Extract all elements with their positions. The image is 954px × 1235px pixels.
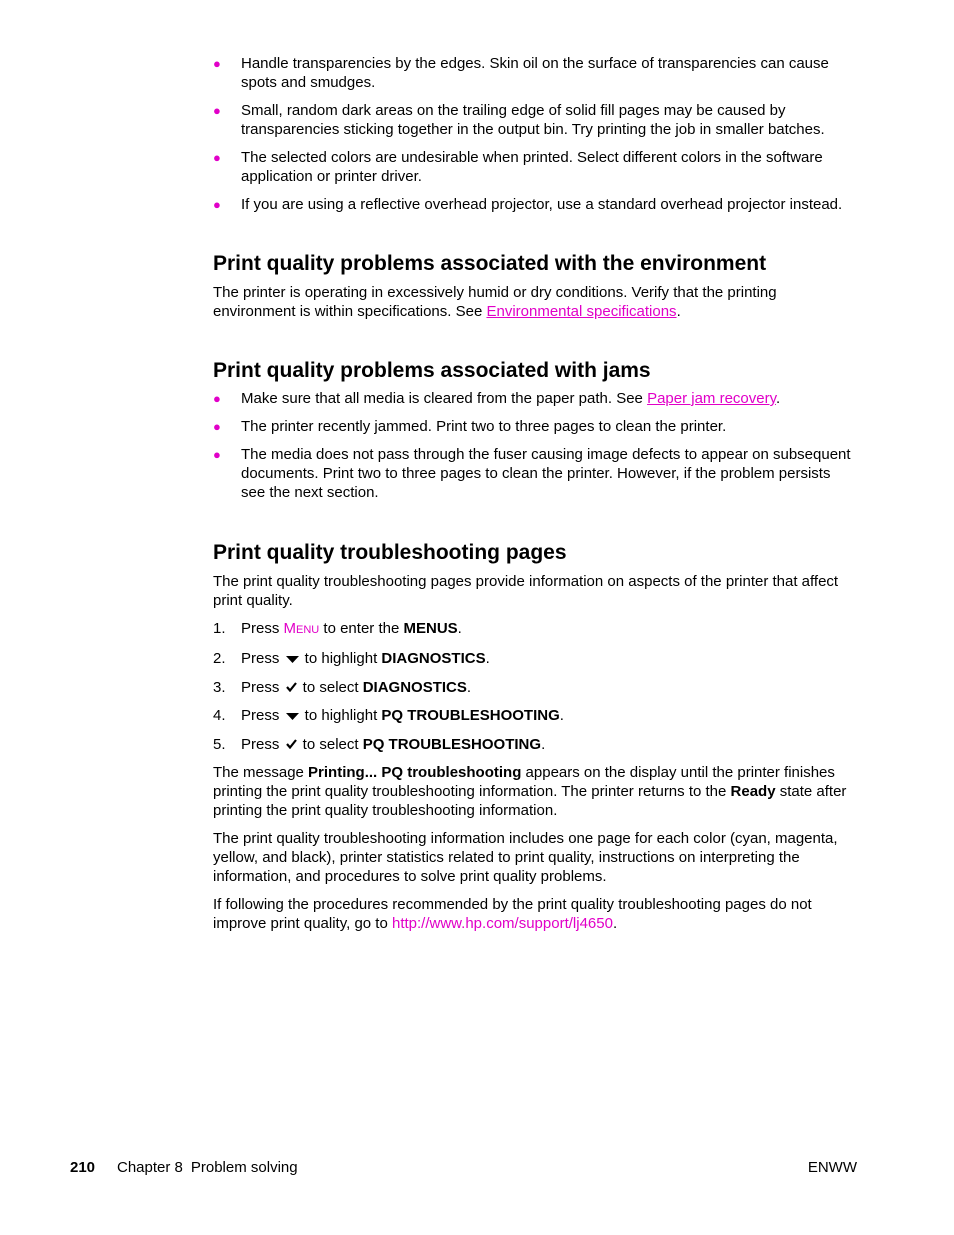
support-paragraph — [213, 895, 857, 933]
step-text: Press — [241, 678, 284, 696]
paragraph-text: state after printing the print quality troubleshooting information. — [213, 783, 847, 820]
step-text: Press — [241, 620, 284, 637]
list-item — [213, 389, 857, 408]
paragraph-text: appears on the display until the printer finishes printing the print quality troubleshooting information. The printer returns to the — [213, 764, 835, 801]
period: . — [559, 707, 564, 725]
step-text: Press — [241, 735, 284, 753]
step-text: to enter the — [319, 620, 404, 637]
step-number: 5. — [213, 735, 226, 753]
period: . — [466, 678, 472, 696]
list-item-text: The media does not pass through the fuser causing image defects to appear on subsequent documents. Print two to three pages to clean the printer. However, if the problem persists see the next section. — [241, 446, 851, 501]
list-item — [213, 101, 857, 139]
environment-text: The printer is operating in excessively humid or dry conditions. Verify that the printing environment is within specifications. See — [213, 284, 777, 320]
step-target: DIAGNOSTICS — [381, 650, 486, 667]
step-item — [213, 706, 857, 726]
page-content — [213, 54, 857, 942]
list-item-text: The printer recently jammed. Print two to three pages to clean the printer. — [241, 418, 727, 435]
environment-paragraph — [213, 283, 857, 321]
troubleshooting-pages-heading: Print quality troubleshooting pages — [213, 541, 567, 564]
list-item-text: If you are using a reflective overhead projector, use a standard overhead projector instead. — [241, 196, 843, 213]
jams-heading: Print quality problems associated with jams — [213, 359, 651, 382]
step-target: PQ TROUBLESHOOTING — [381, 707, 560, 725]
bullet-icon: ● — [213, 419, 221, 434]
bullet-icon: ● — [213, 447, 221, 462]
step-text: to highlight — [300, 707, 382, 725]
step-text: Press — [241, 650, 284, 667]
list-item-text: Make sure that all media is cleared from the paper path. See — [241, 390, 648, 407]
step-number: 4. — [213, 707, 226, 725]
page-footer — [70, 1158, 857, 1178]
step-text: to highlight — [300, 650, 382, 667]
step-text: to select — [298, 735, 363, 753]
step-item — [213, 678, 857, 698]
step-item — [213, 735, 857, 755]
period: . — [612, 915, 618, 933]
list-item — [213, 54, 857, 92]
chapter-number: Chapter 8 — [117, 1159, 183, 1176]
step-text: to select — [298, 678, 363, 696]
environment-heading: Print quality problems associated with the environment — [213, 252, 767, 275]
footer-enww: ENWW — [807, 1159, 857, 1176]
down-arrow-icon — [286, 707, 299, 726]
period: . — [485, 650, 490, 667]
step-number: 2. — [213, 650, 226, 667]
ready-state: Ready — [730, 783, 776, 801]
down-arrow-icon — [286, 650, 299, 669]
list-item-text: Handle transparencies by the edges. Skin oil on the surface of transparencies can cause spots and smudges. — [241, 55, 829, 91]
steps-list — [213, 619, 857, 754]
menu-key-label — [284, 620, 320, 637]
list-item — [213, 148, 857, 186]
step-number: 1. — [213, 620, 226, 637]
chapter-label — [117, 1158, 298, 1177]
bullet-icon: ● — [213, 150, 221, 165]
menu-key-rest: ENU — [296, 624, 320, 636]
environmental-specifications-link[interactable]: Environmental specifications — [486, 303, 677, 320]
period: . — [776, 390, 781, 407]
list-item-text: Small, random dark areas on the trailing edge of solid fill pages may be caused by transparencies sticking together in the output bin. Try printing the job in smaller batches. — [241, 102, 825, 138]
step-number: 3. — [213, 678, 226, 696]
chapter-title: Problem solving — [190, 1159, 298, 1176]
hp-support-link[interactable]: http://www.hp.com/support/lj4650 — [391, 915, 613, 933]
period: . — [676, 303, 681, 320]
step-text: Press — [241, 707, 284, 725]
menu-key-first: M — [283, 620, 297, 637]
period: . — [541, 735, 546, 753]
list-item — [213, 195, 857, 214]
bullet-icon: ● — [213, 103, 221, 118]
period: . — [457, 620, 462, 637]
printing-message-paragraph — [213, 763, 857, 820]
troubleshooting-info-paragraph: The print quality troubleshooting information includes one page for each color (cyan, magenta, yellow, and black), printer statistics related to print quality, instructions on interpreting the information, and procedures to solve print quality problems. — [213, 830, 838, 886]
step-item — [213, 649, 857, 669]
paper-jam-recovery-link[interactable]: Paper jam recovery — [647, 390, 776, 407]
jams-list — [213, 389, 857, 502]
step-item — [213, 619, 857, 640]
step-target: PQ TROUBLESHOOTING — [362, 735, 542, 753]
bullet-icon: ● — [213, 56, 221, 71]
step-target: MENUS — [403, 620, 458, 637]
troubleshooting-intro: The print quality troubleshooting pages provide information on aspects of the printer that affect print quality. — [213, 573, 839, 609]
list-item-text: The selected colors are undesirable when printed. Select different colors in the software application or printer driver. — [241, 149, 823, 185]
paragraph-text: The message — [213, 764, 309, 782]
checkmark-icon — [286, 735, 297, 754]
list-item — [213, 445, 857, 502]
bullet-icon: ● — [213, 391, 221, 406]
list-item — [213, 417, 857, 436]
message-name: Printing... PQ troubleshooting — [308, 764, 522, 782]
paragraph-text: If following the procedures recommended by the print quality troubleshooting pages do not improve print quality, go to — [213, 896, 812, 933]
bullet-icon: ● — [213, 197, 221, 212]
checkmark-icon — [286, 678, 297, 697]
step-target: DIAGNOSTICS — [362, 678, 467, 696]
page-number: 210 — [70, 1159, 96, 1176]
transparency-tips-list — [213, 54, 857, 214]
